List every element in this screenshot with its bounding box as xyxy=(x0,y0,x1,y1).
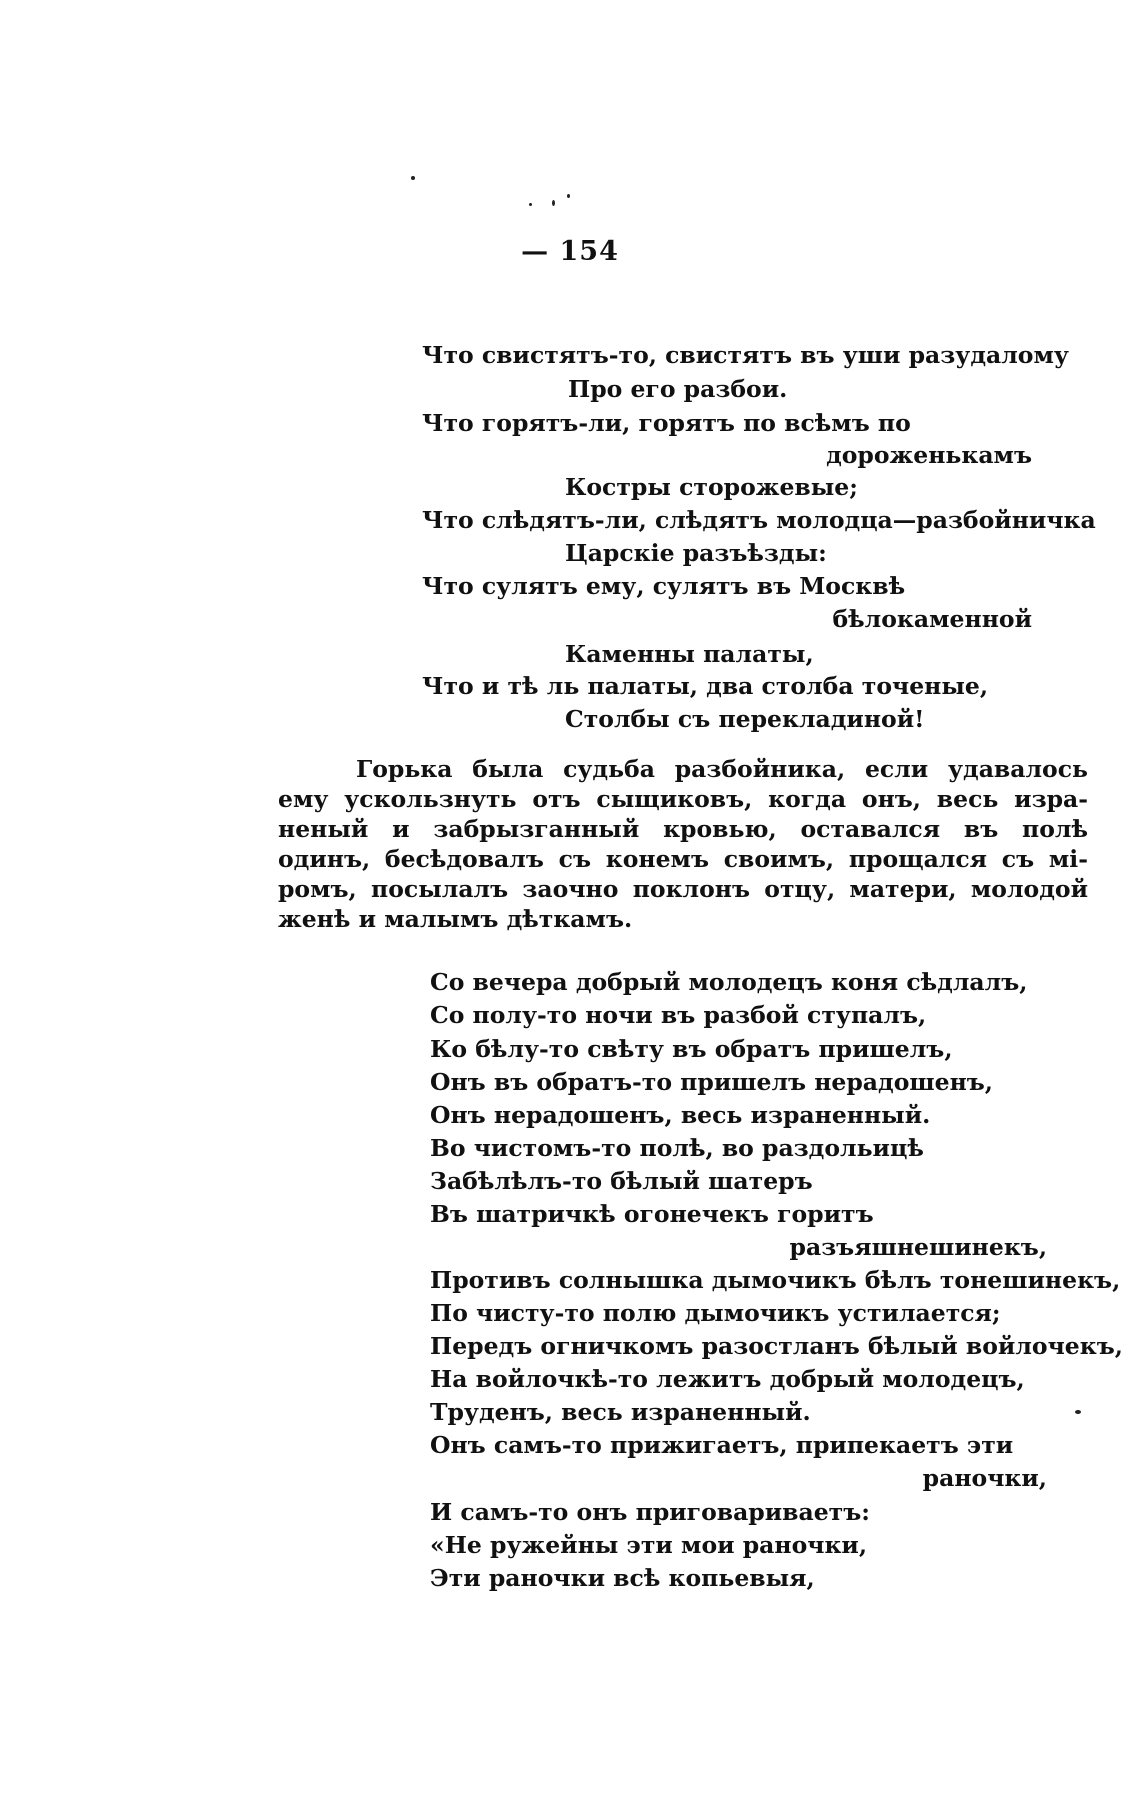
verse-line: Во чистомъ-то полѣ, во раздольицѣ xyxy=(430,1134,924,1162)
verse-line: По чисту-то полю дымочикъ устилается; xyxy=(430,1299,1001,1327)
verse-line: Труденъ, весь израненный. xyxy=(430,1398,811,1426)
verse-line: Онъ въ обратъ-то пришелъ нерадошенъ, xyxy=(430,1068,993,1096)
scan-speck xyxy=(529,203,532,206)
verse-line: Ко бѣлу-то свѣту въ обратъ пришелъ, xyxy=(430,1035,953,1063)
prose-line: Горька была судьба разбойника, если удавалось xyxy=(356,755,1088,783)
verse-line: Про его разбои. xyxy=(568,375,788,403)
verse-line: Въ шатричкѣ огонечекъ горитъ xyxy=(430,1200,874,1228)
prose-line: неный и забрызганный кровью, оставался въ полѣ xyxy=(278,815,1088,843)
verse-line: Что и тѣ ль палаты, два столба точеные, xyxy=(422,672,989,700)
verse-line: Что горятъ-ли, горятъ по всѣмъ по xyxy=(422,409,911,437)
verse-line: Что сулятъ ему, сулятъ въ Москвѣ xyxy=(422,572,906,600)
verse-line: раночки, xyxy=(922,1464,1047,1492)
prose-line: ему ускользнуть отъ сыщиковъ, когда онъ, весь изра- xyxy=(278,785,1088,813)
verse-line: На войлочкѣ-то лежитъ добрый молодецъ, xyxy=(430,1365,1025,1393)
verse-line: Царскіе разъѣзды: xyxy=(565,539,827,567)
verse-line: Костры сторожевые; xyxy=(565,473,858,501)
verse-line: Каменны палаты, xyxy=(565,640,814,668)
verse-line: «Не ружейны эти мои раночки, xyxy=(430,1531,868,1559)
verse-line: Столбы съ перекладиной! xyxy=(565,705,925,733)
verse-line: бѣлокаменной xyxy=(832,605,1032,633)
scan-speck xyxy=(411,176,415,180)
verse-line: Эти раночки всѣ копьевыя, xyxy=(430,1564,815,1592)
page-number: — 154 xyxy=(521,236,619,267)
scan-speck xyxy=(1075,1410,1081,1414)
verse-line: Онъ самъ-то прижигаетъ, припекаетъ эти xyxy=(430,1431,1014,1459)
verse-line: разъяшнешинекъ, xyxy=(789,1233,1047,1261)
verse-line: Передъ огничкомъ разостланъ бѣлый войлочекъ, xyxy=(430,1332,1123,1360)
scan-speck xyxy=(552,200,555,206)
verse-line: Со вечера добрый молодецъ коня сѣдлалъ, xyxy=(430,968,1028,996)
verse-line: Противъ солнышка дымочикъ бѣлъ тонешинекъ, xyxy=(430,1266,1121,1294)
verse-line: дороженькамъ xyxy=(826,441,1032,469)
prose-line: ромъ, посылалъ заочно поклонъ отцу, матери, молодой xyxy=(278,875,1088,903)
prose-paragraph xyxy=(278,754,1088,934)
verse-line: Забѣлѣлъ-то бѣлый шатеръ xyxy=(430,1167,813,1195)
prose-line: женѣ и малымъ дѣткамъ. xyxy=(278,905,633,933)
verse-line: Что слѣдятъ-ли, слѣдятъ молодца—разбойничка xyxy=(422,506,1096,534)
verse-line: Со полу-то ночи въ разбой ступалъ, xyxy=(430,1001,927,1029)
prose-line: одинъ, бесѣдовалъ съ конемъ своимъ, прощался съ мі- xyxy=(278,845,1088,873)
scan-speck xyxy=(567,194,570,198)
verse-line: Что свистятъ-то, свистятъ въ уши разудалому xyxy=(422,341,1069,369)
verse-line: И самъ-то онъ приговариваетъ: xyxy=(430,1498,870,1526)
verse-line: Онъ нерадошенъ, весь израненный. xyxy=(430,1101,931,1129)
